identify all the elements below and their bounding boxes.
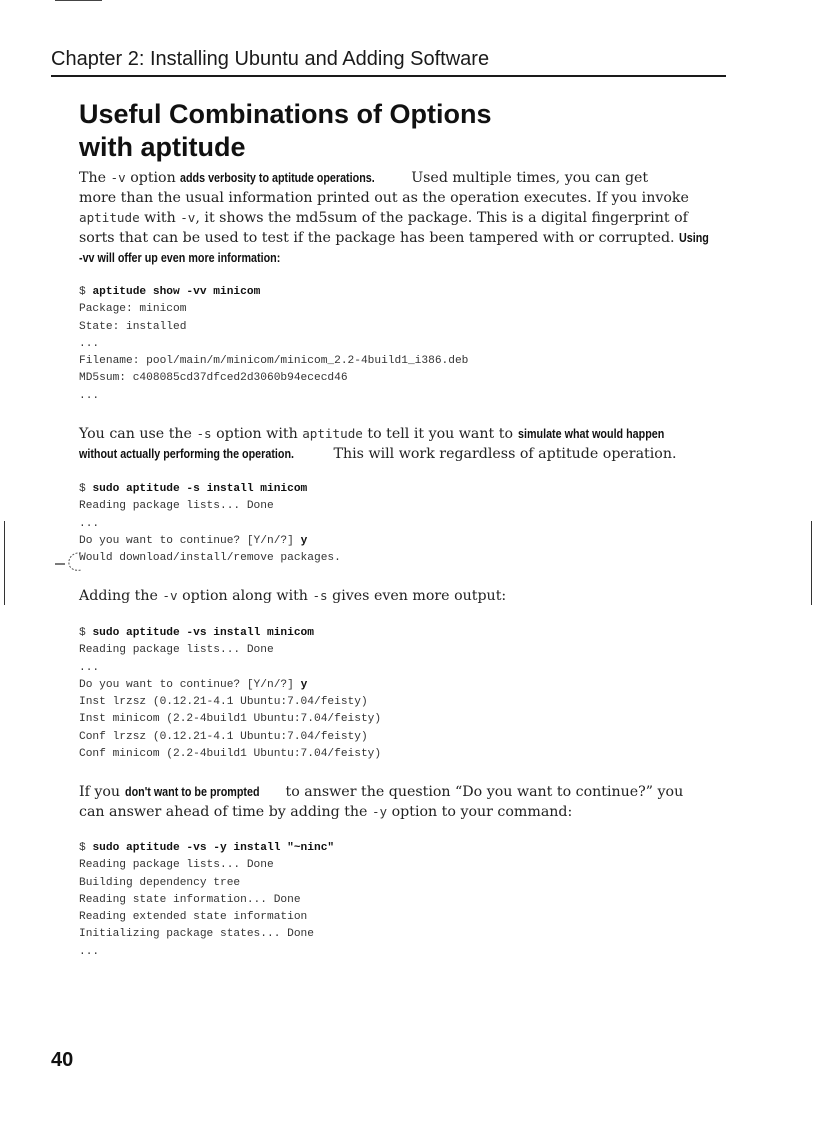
code-output-line: Package: minicom bbox=[79, 303, 187, 316]
emphasis-text: without actually performing the operation. bbox=[79, 447, 295, 461]
text: , it shows the md5sum of the package. This is a digital fingerprint of bbox=[195, 210, 688, 226]
code-output-line: Would download/install/remove packages. bbox=[79, 552, 341, 565]
inline-code: -s bbox=[196, 426, 212, 441]
code-output-line: ... bbox=[79, 661, 100, 674]
text: to answer the question “Do you want to continue?” you bbox=[281, 784, 684, 800]
paragraph-line bbox=[79, 168, 729, 188]
code-output-line: Reading state information... Done bbox=[79, 893, 301, 906]
inline-code: aptitude bbox=[79, 210, 140, 225]
code-command-line bbox=[79, 284, 468, 301]
code-output-line bbox=[79, 677, 381, 694]
text: sorts that can be used to test if the package has been tampered with or corrupted. bbox=[79, 230, 680, 246]
text: Used multiple times, you can get bbox=[406, 170, 649, 186]
left-margin-mark bbox=[4, 521, 5, 605]
text: can answer ahead of time by adding the bbox=[79, 804, 372, 820]
code-command: sudo aptitude -s install minicom bbox=[92, 483, 308, 495]
text: option along with bbox=[177, 588, 313, 604]
shell-prompt: $ bbox=[79, 627, 93, 639]
code-command-line bbox=[79, 625, 381, 642]
code-output-line: Conf minicom (2.2-4build1 Ubuntu:7.04/feisty) bbox=[79, 748, 382, 761]
paragraph-line bbox=[79, 782, 729, 802]
code-command-line bbox=[79, 481, 341, 498]
inline-code: -s bbox=[312, 588, 328, 603]
code-output-line: MD5sum: c408085cd37dfced2d3060b94ececd46 bbox=[79, 372, 348, 385]
text: option to your command: bbox=[387, 804, 573, 820]
code-command: sudo aptitude -vs -y install "~ninc" bbox=[92, 842, 335, 854]
code-output-line: State: installed bbox=[79, 320, 187, 333]
section-heading-line2: with aptitude bbox=[79, 132, 246, 162]
top-edge-line bbox=[55, 0, 102, 1]
text: option with bbox=[211, 426, 303, 442]
emphasis-text: simulate what would happen bbox=[517, 427, 664, 441]
code-output-line: ... bbox=[79, 389, 100, 402]
text: gives even more output: bbox=[327, 588, 507, 604]
inline-code: -y bbox=[371, 804, 388, 819]
code-block-simulate bbox=[79, 481, 341, 567]
code-text: Do you want to continue? [Y/n/?] bbox=[79, 534, 301, 547]
emphasis-text: don't want to be prompted bbox=[124, 785, 260, 799]
paragraph-line bbox=[79, 424, 729, 444]
emphasis-text: -vv will offer up even more information: bbox=[79, 251, 281, 265]
paragraph-line bbox=[79, 444, 729, 464]
paragraph-line bbox=[79, 586, 729, 606]
text: The bbox=[79, 170, 111, 186]
pen-annotation-mark bbox=[55, 550, 85, 574]
paragraph-line bbox=[79, 208, 729, 228]
code-answer: y bbox=[300, 534, 308, 547]
text: Adding the bbox=[79, 588, 163, 604]
paragraph-line bbox=[79, 248, 729, 268]
code-output-line bbox=[79, 533, 341, 550]
emphasis-text: adds verbosity to aptitude operations. bbox=[180, 171, 375, 185]
text: You can use the bbox=[79, 426, 197, 442]
section-heading-line1: Useful Combinations of Options bbox=[79, 99, 492, 129]
chapter-header: Chapter 2: Installing Ubuntu and Adding Software bbox=[51, 48, 490, 70]
section-heading bbox=[79, 98, 492, 164]
paragraph-verbosity bbox=[79, 168, 729, 268]
paragraph-line: more than the usual information printed out as the operation executes. If you invoke bbox=[79, 190, 689, 206]
code-output-line: Inst lrzsz (0.12.21-4.1 Ubuntu:7.04/feisty) bbox=[79, 696, 368, 709]
right-margin-mark bbox=[811, 521, 812, 605]
header-rule bbox=[51, 75, 726, 77]
code-output-line: ... bbox=[79, 337, 100, 350]
emphasis-text: Using bbox=[679, 231, 709, 245]
paragraph-simulate bbox=[79, 424, 729, 464]
inline-code: -v bbox=[110, 170, 126, 185]
code-output-line: Reading extended state information bbox=[79, 911, 308, 924]
code-output-line: Initializing package states... Done bbox=[79, 928, 314, 941]
paragraph-line bbox=[79, 228, 729, 248]
code-output-line: ... bbox=[79, 945, 100, 958]
shell-prompt: $ bbox=[79, 286, 93, 298]
text: option bbox=[125, 170, 181, 186]
text: to tell it you want to bbox=[362, 426, 518, 442]
code-output-line: Inst minicom (2.2-4build1 Ubuntu:7.04/feisty) bbox=[79, 713, 382, 726]
paragraph-no-prompt bbox=[79, 782, 729, 822]
code-output-line: Conf lrzsz (0.12.21-4.1 Ubuntu:7.04/feisty) bbox=[79, 730, 368, 743]
code-command: sudo aptitude -vs install minicom bbox=[92, 627, 314, 639]
code-block-show bbox=[79, 284, 468, 405]
code-command: aptitude show -vv minicom bbox=[92, 286, 261, 298]
code-answer: y bbox=[300, 678, 308, 691]
code-block-yes-option bbox=[79, 840, 334, 961]
code-text: Do you want to continue? [Y/n/?] bbox=[79, 678, 301, 691]
code-output-line: Reading package lists... Done bbox=[79, 859, 274, 872]
text: with bbox=[139, 210, 181, 226]
code-output-line: Reading package lists... Done bbox=[79, 500, 274, 513]
code-output-line: Filename: pool/main/m/minicom/minicom_2.2-4build1_i386.deb bbox=[79, 355, 469, 368]
code-output-line: Building dependency tree bbox=[79, 876, 241, 889]
inline-code: -v bbox=[162, 588, 178, 603]
page-number: 40 bbox=[51, 1049, 74, 1071]
text: If you bbox=[79, 784, 125, 800]
code-block-verbose-simulate bbox=[79, 625, 381, 763]
shell-prompt: $ bbox=[79, 842, 93, 854]
code-command-line bbox=[79, 840, 334, 857]
inline-code: -v bbox=[180, 210, 196, 225]
paragraph-line bbox=[79, 802, 729, 822]
inline-code: aptitude bbox=[302, 426, 363, 441]
paragraph-vs-option bbox=[79, 586, 729, 606]
shell-prompt: $ bbox=[79, 483, 93, 495]
code-output-line: ... bbox=[79, 517, 100, 530]
text: This will work regardless of aptitude operation. bbox=[329, 446, 677, 462]
code-output-line: Reading package lists... Done bbox=[79, 644, 274, 657]
